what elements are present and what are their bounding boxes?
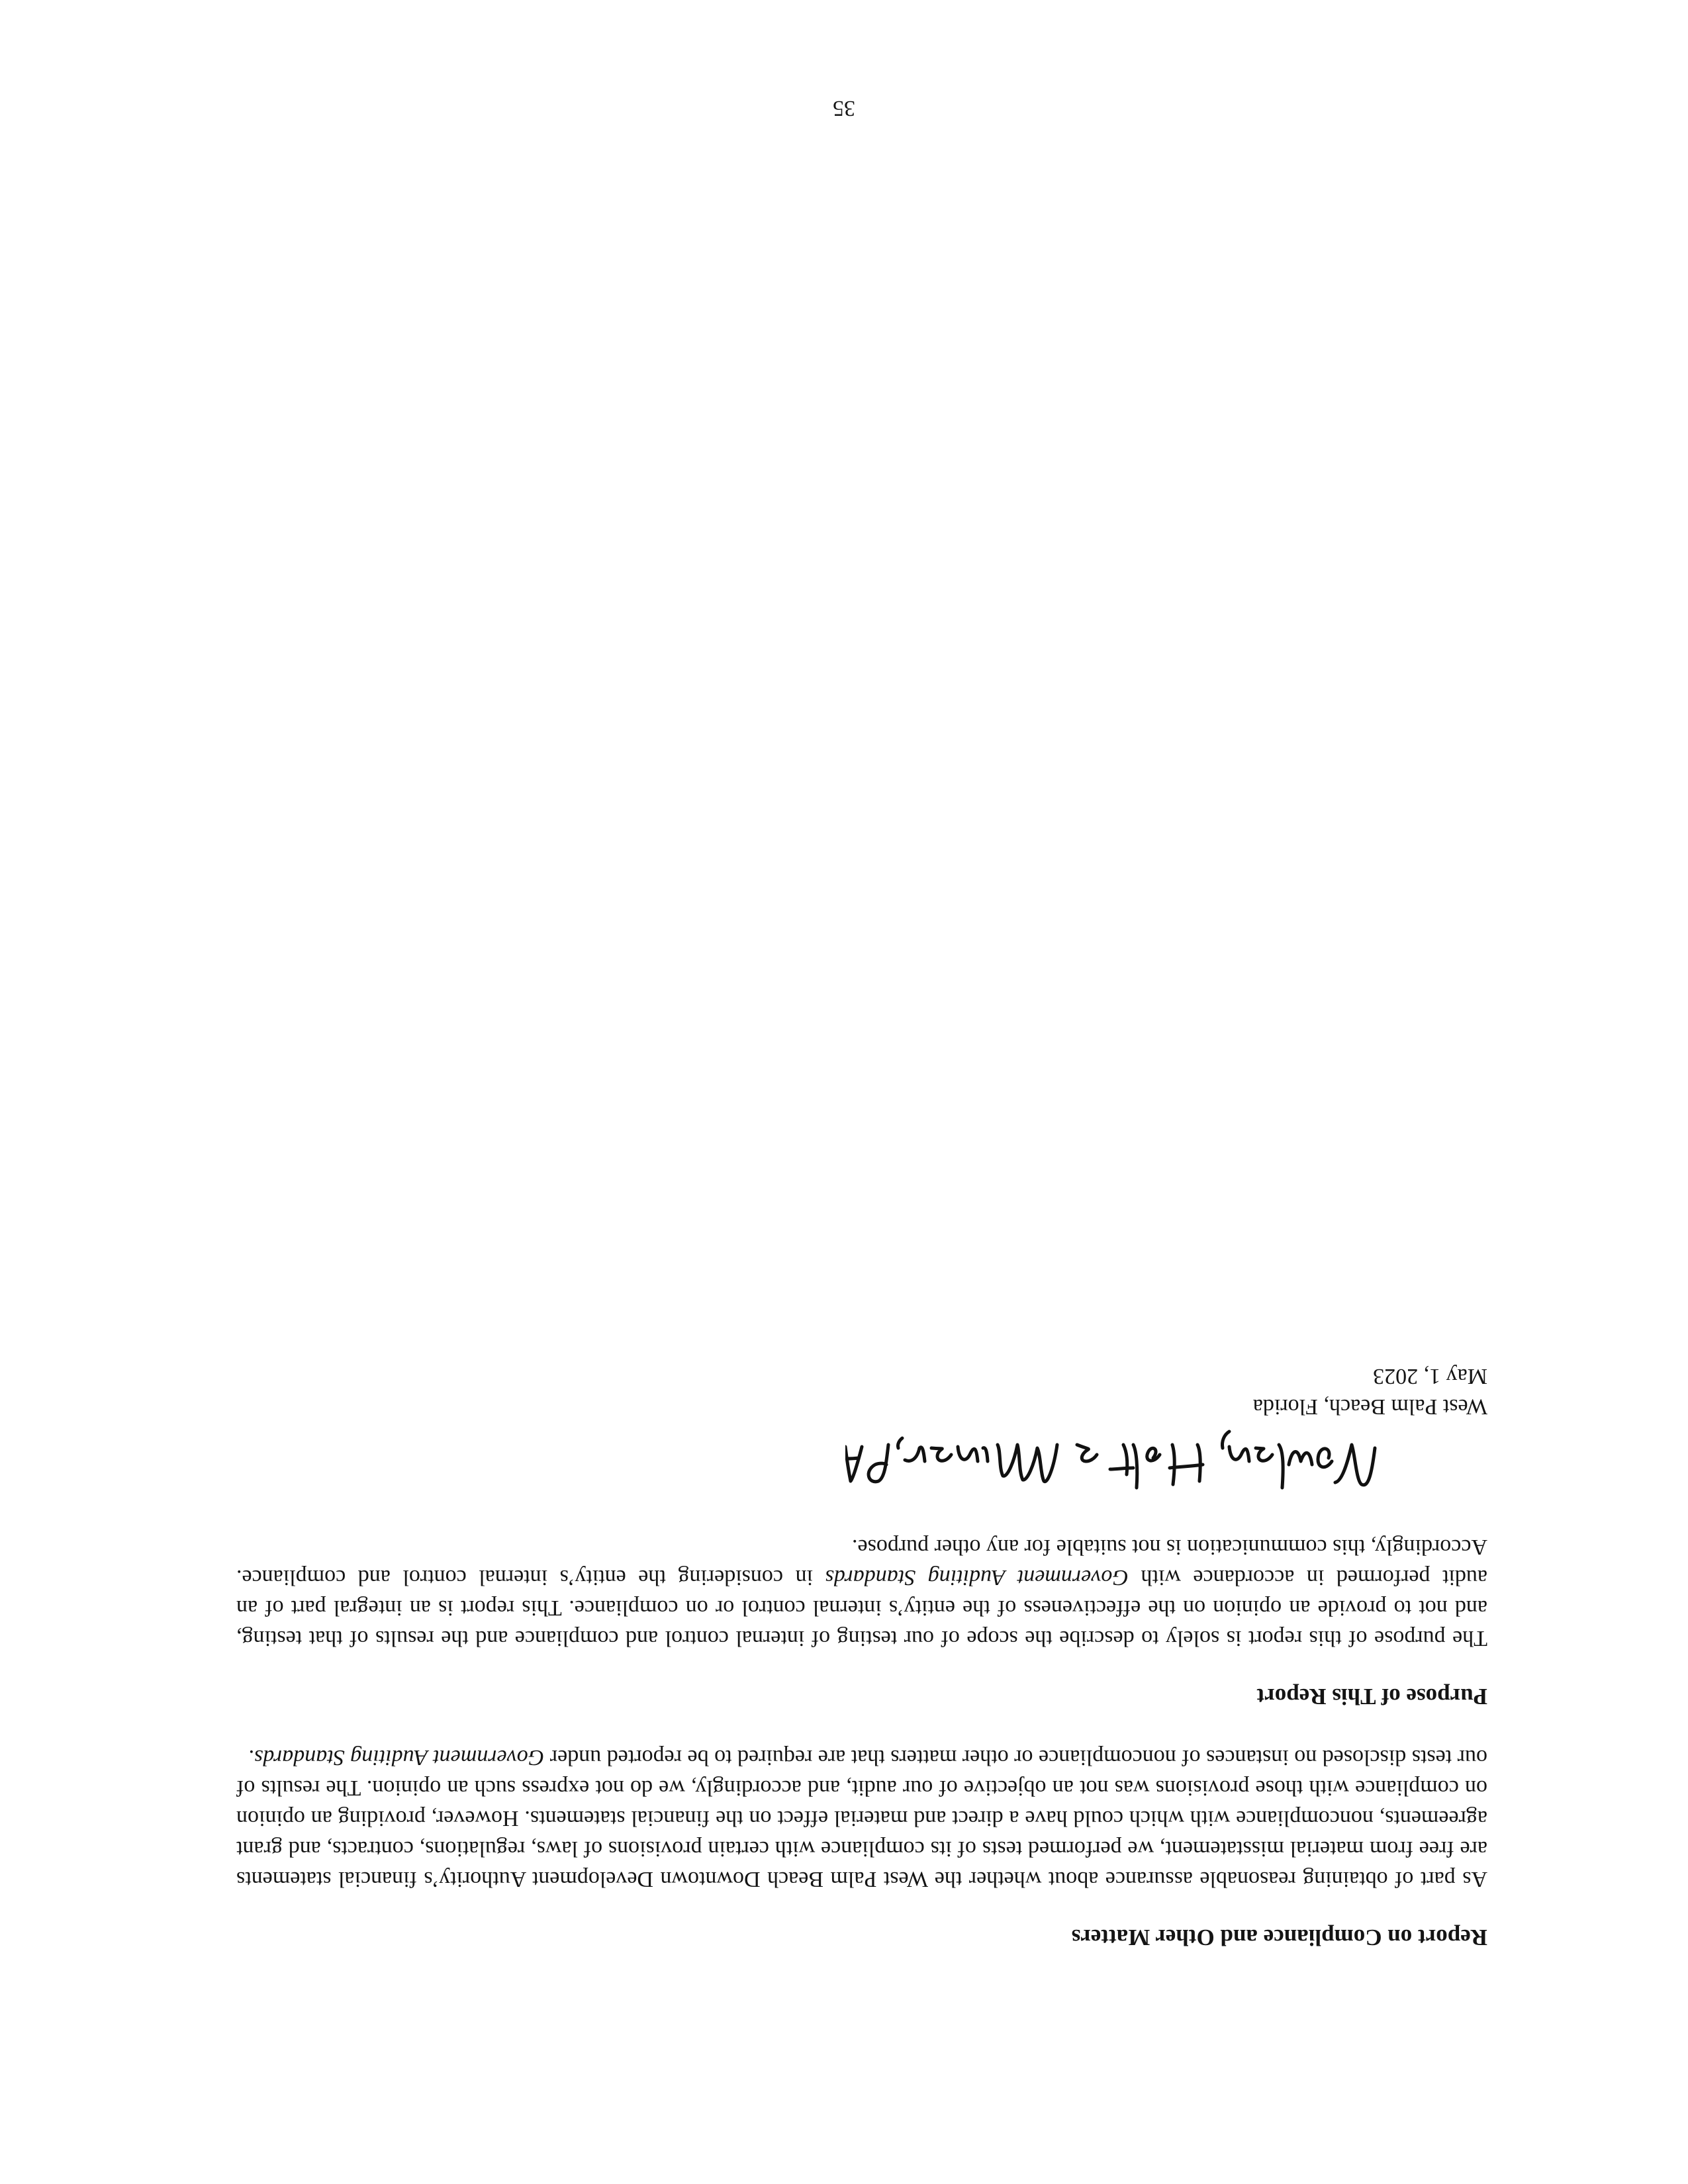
- section-heading-purpose: Purpose of This Report: [1256, 1684, 1487, 1709]
- compliance-paragraph: As part of obtaining reasonable assurance about whether the West Palm Beach Downtown Development Authority’s financial statements are free from material misstatement, we performed tests of its compliance with certain provisions of laws, regulations, contracts, and grant agreements, noncompliance with which could have a direct and material effect on the financial statements. However, providing an opinion on compliance with those provisions was not an objective of our audit, and accordingly, we do not express such an opinion. The results of our tests disclosed no instances of noncompliance or other matters that are required to be reported under Government Auditing Standards.: [236, 1745, 1487, 1891]
- handwritten-signature-image: [845, 1428, 1388, 1501]
- page-number: 35: [833, 96, 855, 120]
- purpose-paragraph: The purpose of this report is solely to describe the scope of our testing of internal control and compliance and the results of that testing, and not to provide an opinion on the effectiveness of the entity’s internal control or on compliance. This report is an integral part of an audit performed in accordance with Government Auditing Standards in considering the entity’s internal control and compliance. Accordingly, this communication is not suitable for any other purpose.: [236, 1535, 1487, 1651]
- document-body: [236, 1361, 1487, 1952]
- firm-signature: [236, 1422, 1487, 1501]
- section-heading-compliance: Report on Compliance and Other Matters: [1071, 1925, 1487, 1950]
- report-date: May 1, 2023: [1373, 1364, 1487, 1388]
- location-text: West Palm Beach, Florida: [1252, 1394, 1487, 1419]
